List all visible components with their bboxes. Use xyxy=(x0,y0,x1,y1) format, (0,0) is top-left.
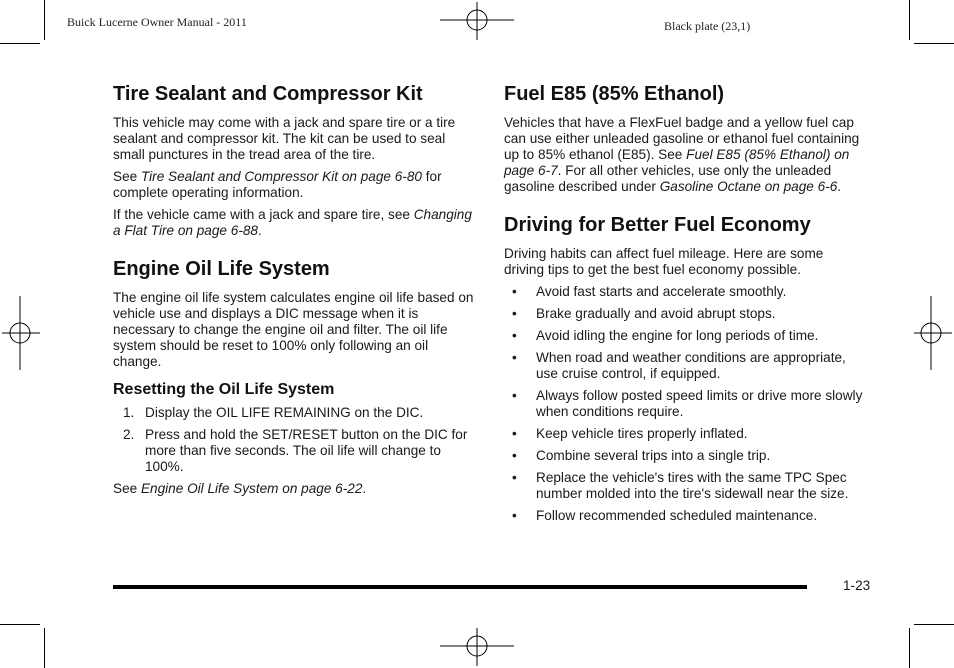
step-text: Display the OIL LIFE REMAINING on the DIC. xyxy=(145,405,424,420)
cross-reference-link[interactable]: Fuel E85 (85% Ethanol) on page 6-7 xyxy=(504,147,850,178)
registration-mark-icon xyxy=(914,296,954,370)
cross-reference-link[interactable]: Engine Oil Life System on page 6-22 xyxy=(140,481,363,496)
crop-mark xyxy=(0,43,40,44)
list-item xyxy=(504,284,864,300)
tip-text: Avoid idling the engine for long periods of time. xyxy=(536,328,819,343)
steps-list xyxy=(113,405,478,475)
bullet: • xyxy=(512,350,517,365)
cross-reference-link[interactable]: Changing a Flat Tire on page 6-88 xyxy=(113,207,472,238)
paragraph xyxy=(504,115,864,195)
right-column xyxy=(504,82,864,542)
tip-text: Always follow posted speed limits or drive more slowly when conditions require. xyxy=(536,388,863,419)
tip-text: When road and weather conditions are appropriate, use cruise control, if equipped. xyxy=(536,350,846,381)
registration-mark-icon xyxy=(440,0,514,40)
step-number: 2. xyxy=(123,427,135,442)
list-item xyxy=(113,405,478,421)
list-item xyxy=(113,427,478,475)
cross-reference-link[interactable]: Gasoline Octane on page 6-6 xyxy=(659,179,838,194)
tip-text: Avoid fast starts and accelerate smoothly. xyxy=(536,284,787,299)
tip-text: Keep vehicle tires properly inflated. xyxy=(536,426,748,441)
crop-mark xyxy=(0,624,40,625)
step-text: Press and hold the SET/RESET button on the DIC for more than five seconds. The oil life will change to 100%. xyxy=(145,427,468,474)
bullet: • xyxy=(512,508,517,523)
bullet: • xyxy=(512,328,517,343)
section-title: Fuel E85 (85% Ethanol) xyxy=(504,83,725,105)
section-engine-oil-life xyxy=(113,257,478,497)
paragraph xyxy=(113,169,478,201)
registration-mark-icon xyxy=(440,628,514,668)
section-fuel-e85 xyxy=(504,82,864,195)
section-title: Tire Sealant and Compressor Kit xyxy=(113,83,423,105)
text: for complete operating information. xyxy=(113,169,442,200)
text: See xyxy=(113,481,141,496)
bullet: • xyxy=(512,388,517,403)
bullet: • xyxy=(512,470,517,485)
crop-mark xyxy=(909,0,910,40)
tip-text: Brake gradually and avoid abrupt stops. xyxy=(536,306,776,321)
text: Vehicles that have a FlexFuel badge and a yellow fuel cap can use either unleaded gasoline or ethanol fuel containing up to 85% ethanol (E85). See xyxy=(504,115,860,162)
subsection-title: Resetting the Oil Life System xyxy=(113,381,335,398)
header-manual-title: Buick Lucerne Owner Manual - 2011 xyxy=(67,15,247,29)
registration-mark-icon xyxy=(0,296,40,370)
text: If the vehicle came with a jack and spare tire, see xyxy=(113,207,414,222)
step-number: 1. xyxy=(123,405,135,420)
list-item xyxy=(504,350,864,382)
paragraph xyxy=(113,481,478,497)
paragraph: This vehicle may come with a jack and spare tire or a tire sealant and compressor kit. The kit can be used to seal small punctures in the tread area of the tire. xyxy=(113,115,456,162)
list-item xyxy=(504,306,864,322)
bullet: • xyxy=(512,284,517,299)
header-plate-label: Black plate (23,1) xyxy=(664,19,751,33)
list-item xyxy=(504,388,864,420)
bullet: • xyxy=(512,448,517,463)
section-title: Engine Oil Life System xyxy=(113,258,330,280)
paragraph xyxy=(113,207,478,239)
crop-mark xyxy=(914,624,954,625)
section-fuel-economy xyxy=(504,213,864,524)
list-item xyxy=(504,426,864,442)
left-column xyxy=(113,82,478,515)
crop-mark xyxy=(44,0,45,40)
tips-list xyxy=(504,284,864,524)
list-item xyxy=(504,508,864,524)
tip-text: Follow recommended scheduled maintenance. xyxy=(536,508,818,523)
list-item xyxy=(504,448,864,464)
text: . xyxy=(362,481,367,496)
footer-rule xyxy=(113,585,807,589)
text: See xyxy=(113,169,141,184)
paragraph: The engine oil life system calculates engine oil life based on vehicle use and displays a DIC message when it is necessary to change the engine oil and filter. The oil life system should be reset to 100% only following an oil change. xyxy=(113,290,474,369)
list-item xyxy=(504,470,864,502)
cross-reference-link[interactable]: Tire Sealant and Compressor Kit on page 6-80 xyxy=(140,169,422,184)
text: . For all other vehicles, use only the unleaded gasoline described under xyxy=(504,163,832,194)
bullet: • xyxy=(512,426,517,441)
list-item xyxy=(504,328,864,344)
crop-mark xyxy=(909,628,910,668)
tip-text: Replace the vehicle's tires with the same TPC Spec number molded into the tire's sidewall near the size. xyxy=(536,470,849,501)
section-title: Driving for Better Fuel Economy xyxy=(504,214,811,236)
text: . xyxy=(257,223,262,238)
bullet: • xyxy=(512,306,517,321)
crop-mark xyxy=(44,628,45,668)
tip-text: Combine several trips into a single trip. xyxy=(536,448,771,463)
text: . xyxy=(837,179,842,194)
page-number: 1-23 xyxy=(843,578,871,593)
crop-mark xyxy=(914,43,954,44)
paragraph: Driving habits can affect fuel mileage. Here are some driving tips to get the best fuel economy possible. xyxy=(504,246,824,277)
section-tire-sealant xyxy=(113,82,478,239)
